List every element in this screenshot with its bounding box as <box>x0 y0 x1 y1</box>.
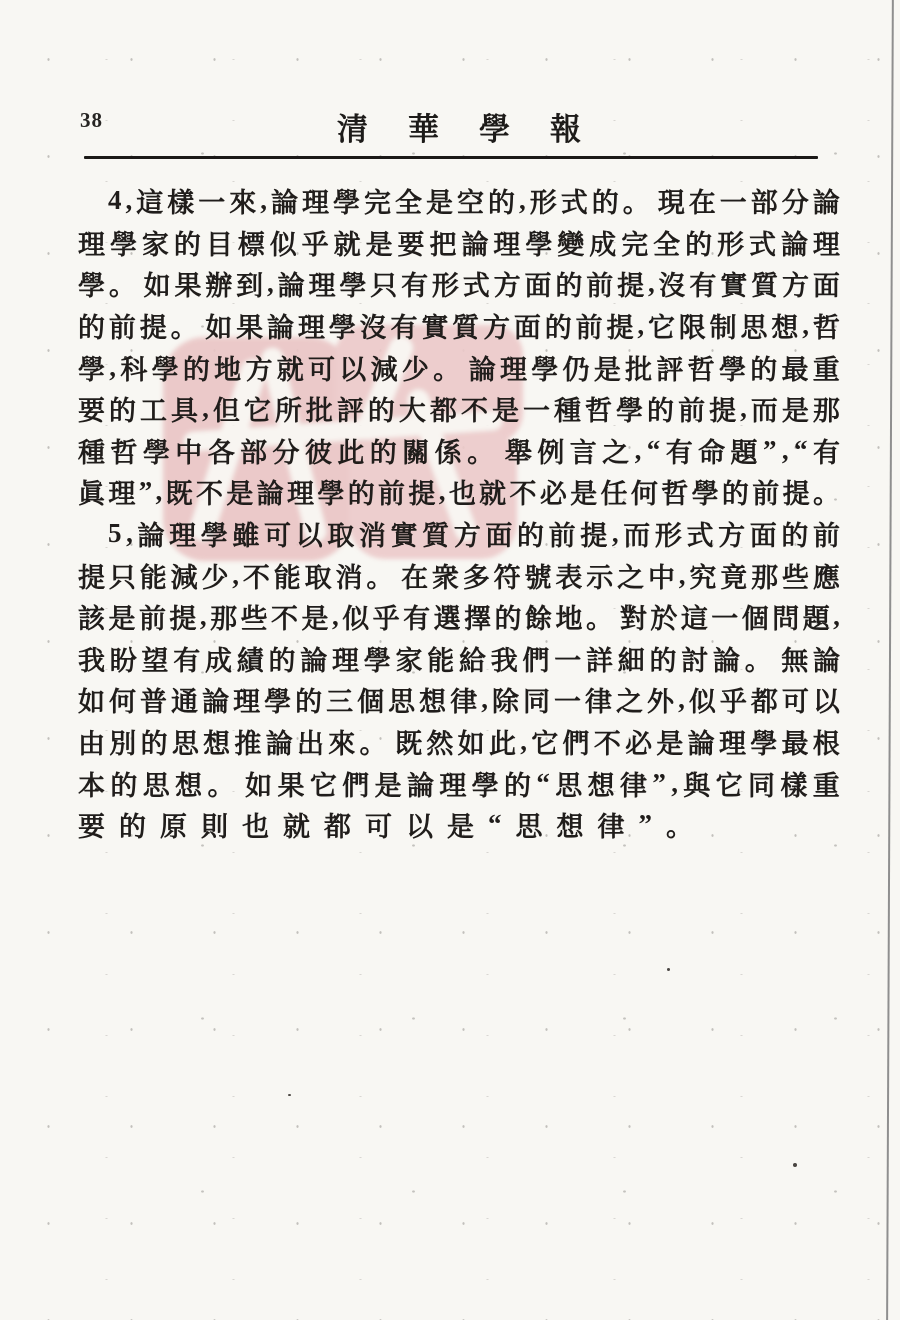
text-line: 要 的 原 則 也 就 都 可 以 是 “ 思 想 律 ” 。 <box>78 809 693 843</box>
paper-speck <box>288 1094 291 1096</box>
paper-speck <box>793 1163 797 1167</box>
text-line: 學 , 科 學 的 地 方 就 可 以 減 少 。 論 理 學 仍 是 批 評 哲 學 的 最 重 <box>78 351 840 385</box>
text-line: 5 , 論 理 學 雖 可 以 取 消 實 質 方 面 的 前 提 , 而 形 式 方 面 的 前 <box>108 518 840 552</box>
text-line: 如 何 普 通 論 理 學 的 三 個 思 想 律 , 除 同 一 律 之 外 , 似 乎 都 可 以 <box>78 684 840 718</box>
text-line: 由 別 的 思 想 推 論 出 來 。 既 然 如 此 , 它 們 不 必 是 論 理 學 最 根 <box>78 726 840 760</box>
text-body <box>78 180 840 846</box>
journal-title: 清華學報 <box>337 112 621 147</box>
text-line: 我 盼 望 有 成 績 的 論 理 學 家 能 給 我 們 一 詳 細 的 討 論 。 無 論 <box>78 645 840 676</box>
text-line: 要 的 工 具 , 但 它 所 批 評 的 大 都 不 是 一 種 哲 學 的 前 提 , 而 是 那 <box>78 393 840 427</box>
text-line: 該 是 前 提 , 那 些 不 是 , 似 乎 有 選 擇 的 餘 地 。 對 於 這 一 個 問 題 , <box>78 601 840 635</box>
text-line: 4 , 這 樣 一 來 , 論 理 學 完 全 是 空 的 , 形 式 的 。 現 在 一 部 分 論 <box>108 185 840 219</box>
text-line: 提 只 能 減 少 , 不 能 取 消 。 在 衆 多 符 號 表 示 之 中 , 究 竟 那 些 應 <box>78 559 840 593</box>
text-line: 理 學 家 的 目 標 似 乎 就 是 要 把 論 理 學 變 成 完 全 的 形 式 論 理 <box>78 229 840 260</box>
text-line: 種 哲 學 中 各 部 分 彼 此 的 關 係 。 舉 例 言 之 , “ 有 命 題 ” , “ 有 <box>78 434 840 468</box>
paper-speck <box>667 968 670 971</box>
text-line: 學 。 如 果 辦 到 , 論 理 學 只 有 形 式 方 面 的 前 提 , 沒 有 實 質 方 面 <box>78 268 840 302</box>
paragraph <box>78 180 840 513</box>
paragraph <box>78 513 840 846</box>
header-rule <box>84 156 818 159</box>
text-line: 眞 理 ” , 既 不 是 論 理 學 的 前 提 , 也 就 不 必 是 任 何 哲 學 的 前 提 。 <box>78 476 840 510</box>
text-line: 的 前 提 。 如 果 論 理 學 沒 有 實 質 方 面 的 前 提 , 它 限 制 思 想 , 哲 <box>78 310 840 344</box>
page-number: 38 <box>80 108 103 132</box>
text-line: 本 的 思 想 。 如 果 它 們 是 論 理 學 的 “ 思 想 律 ” , 與 它 同 樣 重 <box>78 767 840 801</box>
scan-edge-line <box>886 0 894 1320</box>
